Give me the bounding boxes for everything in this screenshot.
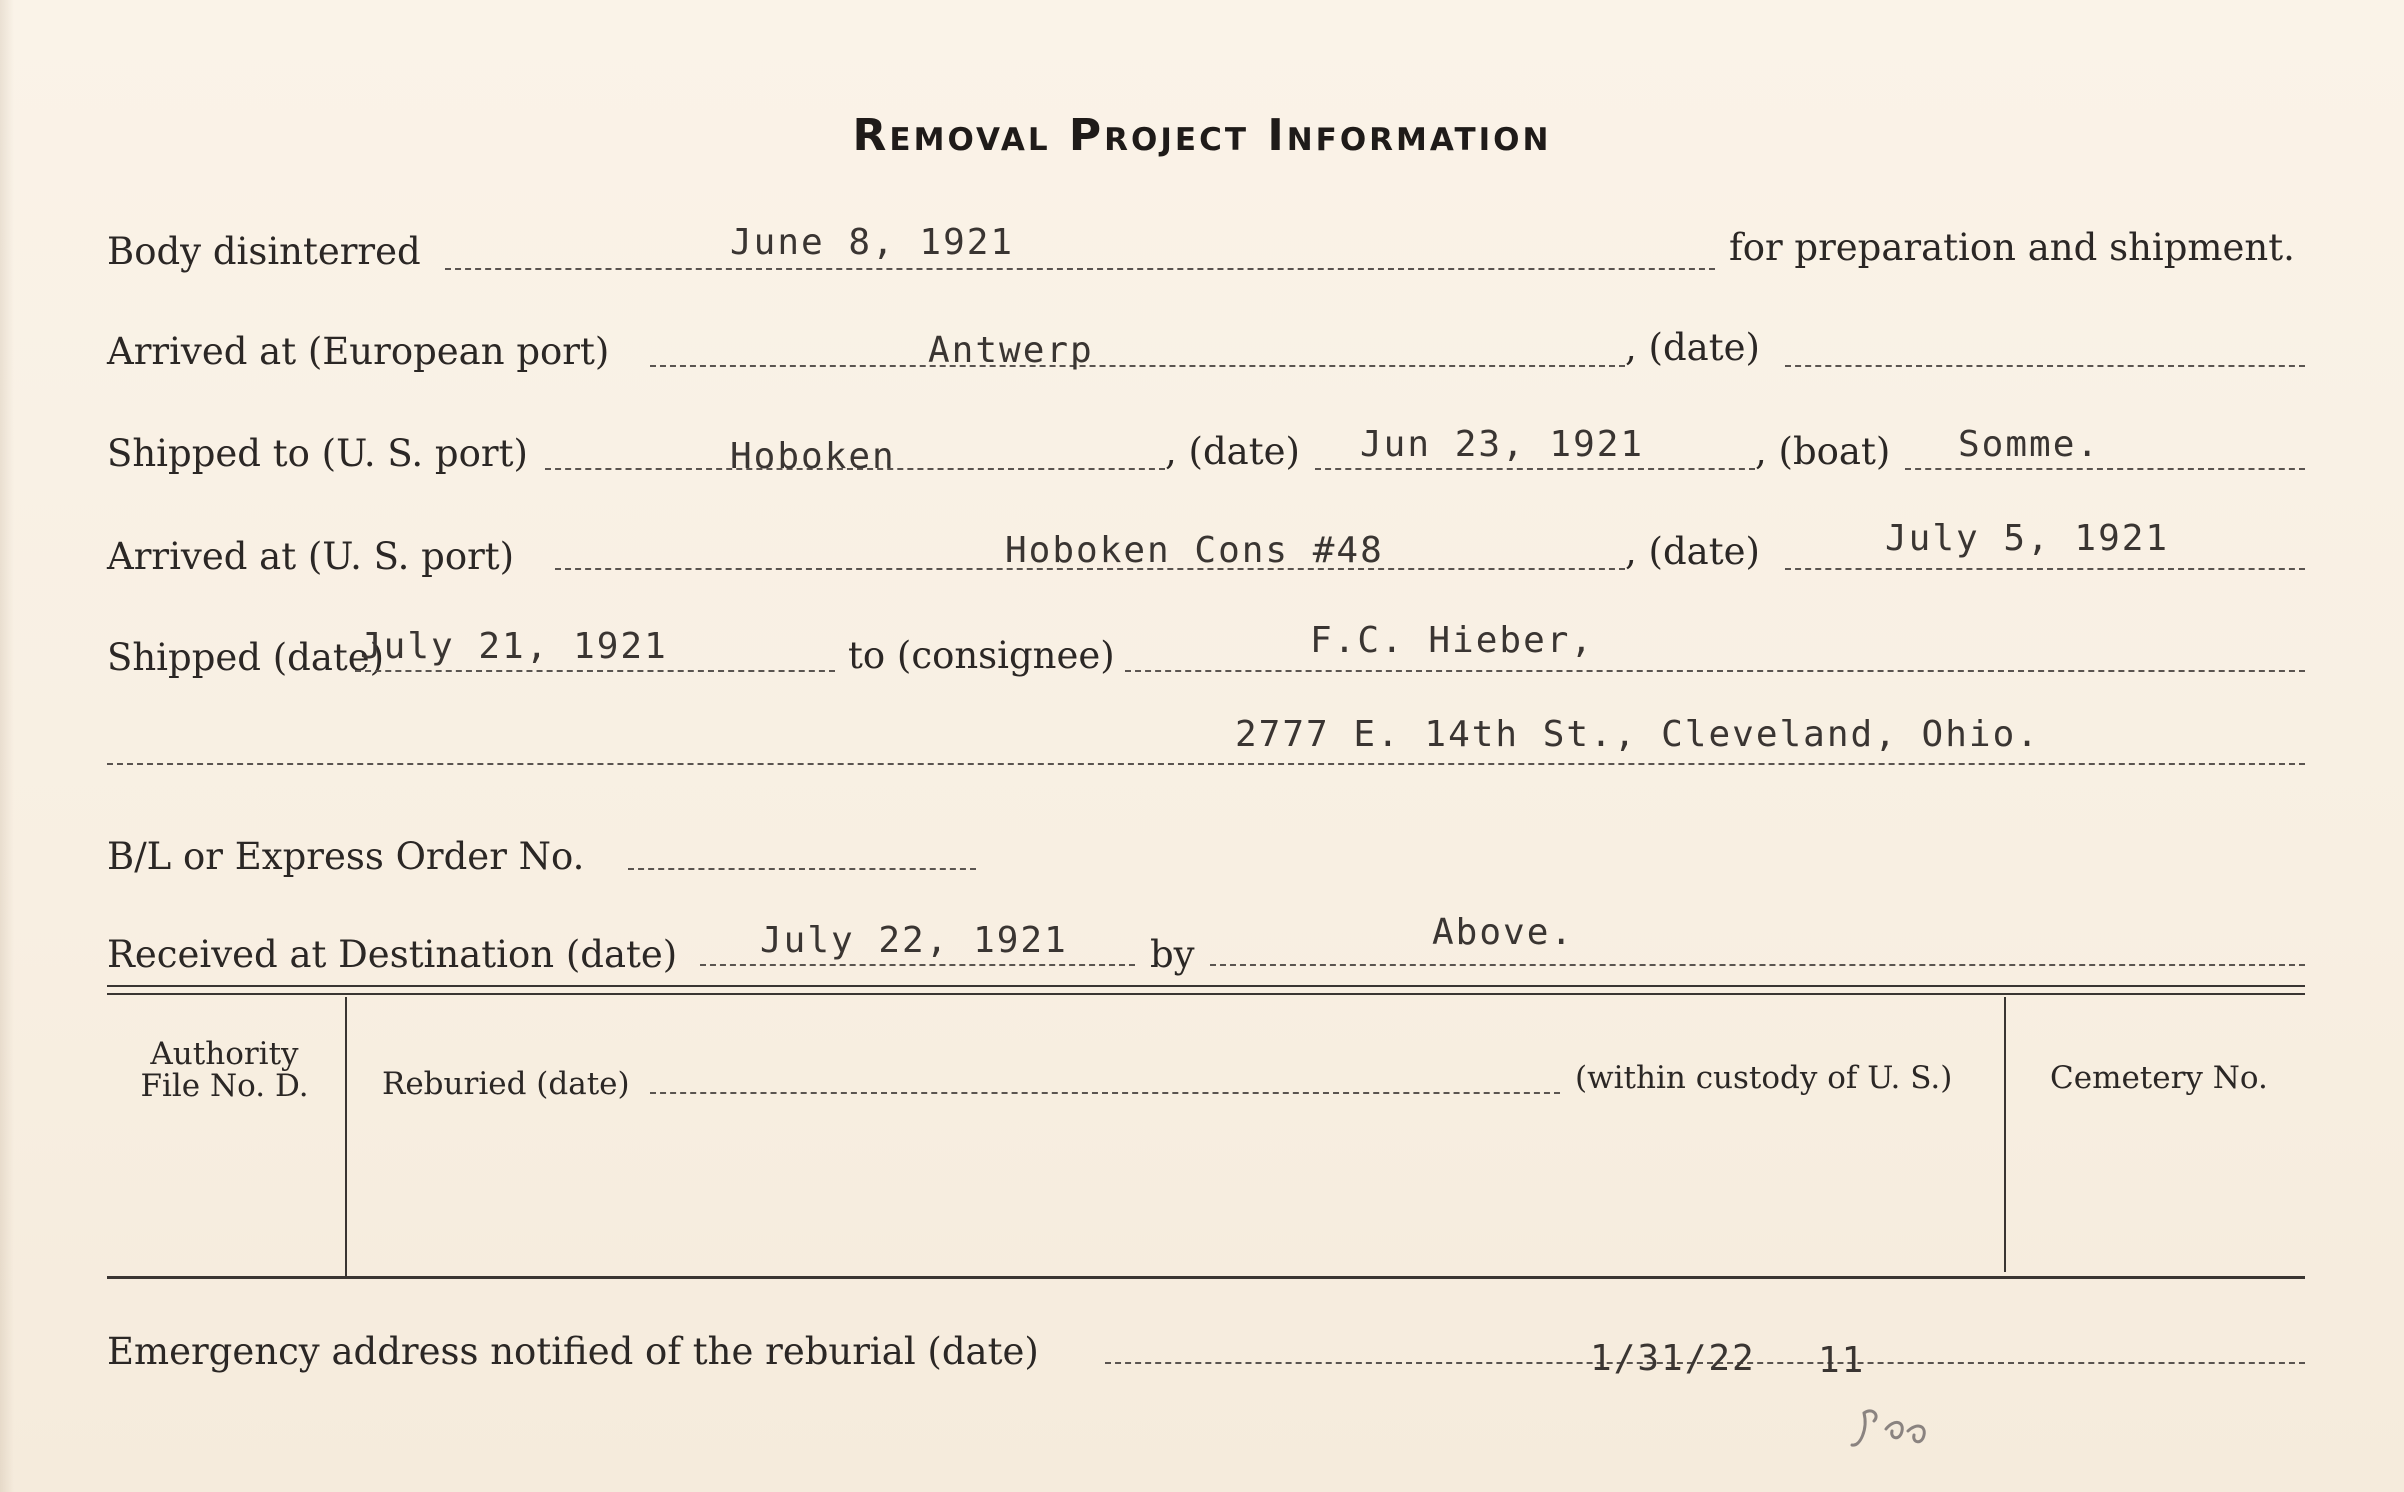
arrived-us-date-value: July 5, 1921 [1885, 518, 2170, 559]
consignee-line [1125, 670, 2305, 672]
address-value: 2777 E. 14th St., Cleveland, Ohio. [1235, 714, 2040, 755]
arrived-european-date-label: , (date) [1625, 326, 1760, 369]
box-bottom-rule [107, 1276, 2305, 1279]
boat-line [1905, 468, 2305, 470]
emergency-label: Emergency address notified of the reburial (date) [107, 1330, 1039, 1373]
arrived-us-label: Arrived at (U. S. port) [107, 535, 515, 578]
shipped-date2-label: Shipped (date) [107, 636, 385, 679]
arrived-us-date-label: , (date) [1625, 530, 1760, 573]
authority-label-line1: Authority [150, 1036, 299, 1072]
boat-label: , (boat) [1755, 430, 1891, 473]
box-divider-left [345, 997, 347, 1277]
by-value: Above. [1432, 912, 1575, 953]
cemetery-label: Cemetery No. [2050, 1060, 2268, 1096]
arrived-european-label: Arrived at (European port) [107, 330, 610, 373]
box-top-rule-1 [107, 985, 2305, 987]
shipped-to-label: Shipped to (U. S. port) [107, 432, 528, 475]
consignee-label: to (consignee) [848, 634, 1115, 677]
for-preparation-label: for preparation and shipment. [1729, 226, 2295, 269]
authority-label-line2: File No. D. [140, 1068, 309, 1104]
consignee-value: F.C. Hieber, [1310, 620, 1595, 661]
arrived-us-value: Hoboken Cons #48 [1005, 530, 1384, 571]
emergency-initials: 11 [1818, 1340, 1866, 1381]
shipped-date2-value: July 21, 1921 [360, 626, 668, 667]
shipped-to-value: Hoboken [730, 436, 896, 477]
body-disinterred-label: Body disinterred [107, 230, 421, 273]
by-label: by [1150, 933, 1195, 976]
custody-label: (within custody of U. S.) [1575, 1060, 1953, 1096]
address-line [107, 763, 2305, 765]
by-line [1210, 964, 2305, 966]
shipped-date-label: , (date) [1165, 430, 1300, 473]
received-line [700, 964, 1135, 966]
body-disinterred-value: June 8, 1921 [730, 222, 1015, 263]
shipped-date-value: Jun 23, 1921 [1360, 424, 1645, 465]
shipped-date2-line [355, 670, 835, 672]
bl-label: B/L or Express Order No. [107, 835, 585, 878]
boat-value: Somme. [1958, 424, 2101, 465]
bl-line [628, 868, 976, 870]
box-divider-right [2004, 997, 2006, 1272]
handwritten-initials-mark [1850, 1395, 1940, 1465]
box-top-rule-2 [107, 993, 2305, 995]
card-title: Removal Project Information [852, 110, 1552, 161]
reburied-label: Reburied (date) [382, 1066, 630, 1102]
emergency-value: 1/31/22 [1590, 1338, 1756, 1379]
body-disinterred-line [445, 268, 1715, 270]
arrived-us-date-line [1785, 568, 2305, 570]
card-edge-shadow [0, 0, 14, 1492]
arrived-european-value: Antwerp [928, 330, 1094, 371]
arrived-european-line [650, 365, 1625, 367]
received-value: July 22, 1921 [760, 920, 1068, 961]
arrived-european-date-line [1785, 365, 2305, 367]
reburied-line [650, 1092, 1560, 1094]
received-label: Received at Destination (date) [107, 933, 678, 976]
shipped-date-line [1315, 468, 1755, 470]
